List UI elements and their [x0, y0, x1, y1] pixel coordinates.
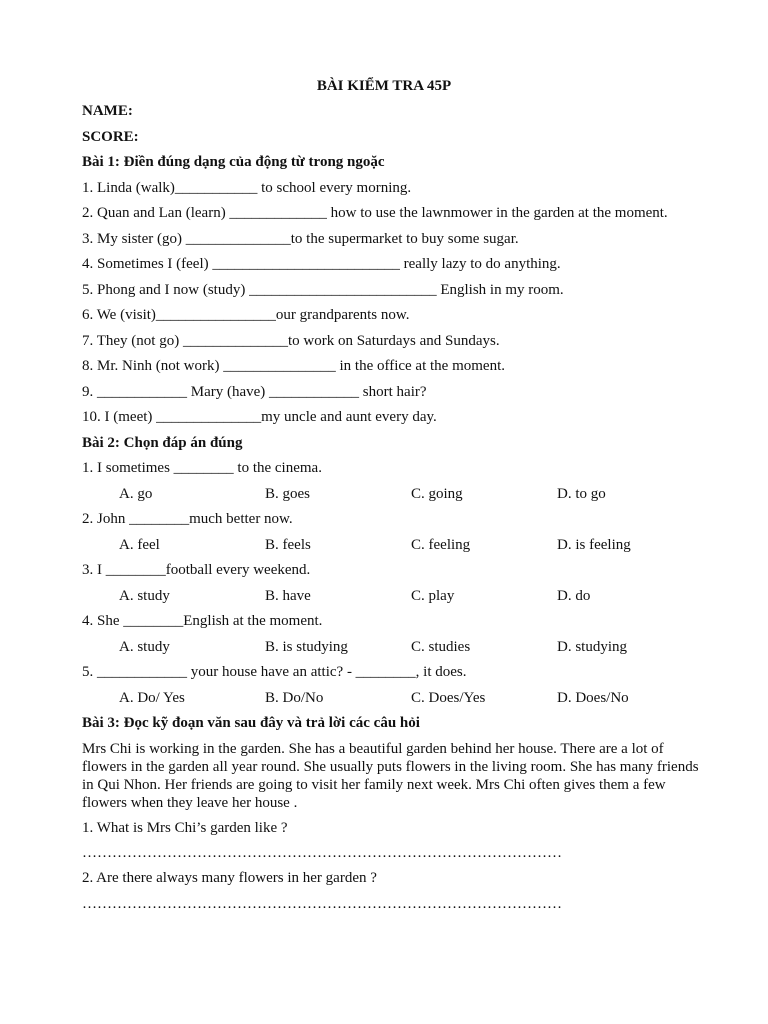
mc-option: A. go [119, 485, 153, 502]
reading-question: 2. Are there always many flowers in her garden ? [82, 870, 377, 886]
mc-option: D. to go [557, 485, 606, 502]
exercise-item: 8. Mr. Ninh (not work) _______________ in the office at the moment. [82, 358, 505, 374]
score-label: SCORE: [82, 128, 139, 145]
mc-option: B. have [265, 587, 311, 604]
mc-option: D. is feeling [557, 536, 631, 553]
mc-option: B. is studying [265, 638, 348, 655]
mc-option: C. studies [411, 638, 471, 655]
mc-option: C. play [411, 587, 455, 604]
mc-question: 3. I ________football every weekend. [82, 562, 311, 578]
mc-options [82, 689, 702, 707]
worksheet-content [82, 102, 702, 920]
mc-question: 4. She ________English at the moment. [82, 613, 323, 629]
exercise-item: 5. Phong and I now (study) _________________________ English in my room. [82, 281, 564, 298]
exercise-item: 10. I (meet) ______________my uncle and aunt every day. [82, 409, 437, 425]
mc-question: 1. I sometimes ________ to the cinema. [82, 460, 322, 476]
mc-option: C. Does/Yes [411, 689, 486, 706]
exercise-item: 6. We (visit)________________our grandparents now. [82, 307, 410, 323]
section2-heading: Bài 2: Chọn đáp án đúng [82, 434, 243, 451]
mc-question: 2. John ________much better now. [82, 511, 293, 527]
answer-line[interactable]: …………………………………………………………………………………… [82, 845, 562, 861]
mc-option: A. feel [119, 536, 160, 553]
section3-heading: Bài 3: Đọc kỹ đoạn văn sau đây và trả lời các câu hỏi [82, 715, 420, 731]
mc-option: B. feels [265, 536, 311, 553]
exercise-item: 9. ____________ Mary (have) ____________ short hair? [82, 383, 427, 400]
mc-options [82, 536, 702, 554]
mc-option: D. do [557, 587, 591, 604]
exercise-item: 3. My sister (go) ______________to the supermarket to buy some sugar. [82, 230, 519, 247]
mc-options [82, 485, 702, 503]
mc-options [82, 587, 702, 605]
mc-option: A. study [119, 638, 170, 655]
reading-passage: Mrs Chi is working in the garden. She has a beautiful garden behind her house. There are a lot of flowers in the garden all year round. She usually puts flowers in the living room. She has many friends in Qui Nhon. Her friends are going to visit her family next week. Mrs Chi often gives them a few flowers when they leave her house . [82, 740, 699, 811]
mc-options [82, 638, 702, 656]
mc-option: A. Do/ Yes [119, 689, 185, 706]
exercise-item: 4. Sometimes I (feel) _________________________ really lazy to do anything. [82, 256, 561, 272]
mc-option: A. study [119, 587, 170, 604]
section1-heading: Bài 1: Điền đúng dạng của động từ trong ngoặc [82, 154, 385, 170]
mc-option: C. going [411, 485, 463, 502]
exercise-item: 1. Linda (walk)___________ to school every morning. [82, 179, 412, 196]
mc-option: C. feeling [411, 536, 471, 553]
name-label: NAME: [82, 103, 133, 119]
answer-line[interactable]: …………………………………………………………………………………… [82, 895, 562, 912]
exercise-item: 2. Quan and Lan (learn) _____________ how to use the lawnmower in the garden at the moment. [82, 205, 668, 221]
reading-question: 1. What is Mrs Chi’s garden like ? [82, 819, 288, 836]
exercise-item: 7. They (not go) ______________to work on Saturdays and Sundays. [82, 332, 500, 349]
mc-option: D. studying [557, 638, 628, 655]
page-title: BÀI KIỂM TRA 45P [316, 78, 452, 94]
mc-option: D. Does/No [557, 689, 629, 706]
mc-option: B. goes [265, 485, 310, 502]
mc-question: 5. ____________ your house have an attic? - ________, it does. [82, 664, 467, 680]
mc-option: B. Do/No [265, 689, 324, 706]
